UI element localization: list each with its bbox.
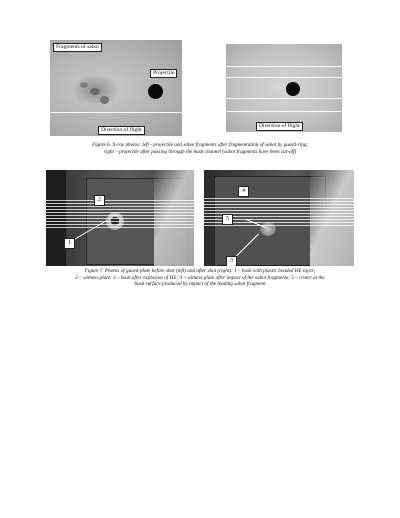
marker-1: 1 xyxy=(64,238,75,249)
guard-plate-photo-after xyxy=(204,170,354,266)
guard-plate-photo-before xyxy=(46,170,194,266)
projectile-shadow xyxy=(286,82,300,96)
marker-5: 5 xyxy=(222,214,233,225)
label-fragments-of-sabot: Fragments of sabot xyxy=(53,43,102,52)
sabot-fragment xyxy=(100,96,109,104)
sabot-fragment xyxy=(90,88,100,95)
projectile-shadow xyxy=(148,84,163,99)
figure7-caption-line: Figure 7. Photos of guard-plate before shot (left) and after shot (right): 1 – bush with plastic bonded HE layer; xyxy=(84,268,316,274)
label-projectile: Projectile xyxy=(150,69,177,78)
label-direction-of-flight-left: Direction of flight xyxy=(98,126,145,135)
marker-4: 4 xyxy=(238,186,249,197)
figure7-caption-line: bush surface produced by impact of the leading sabot fragment xyxy=(134,281,266,288)
figure6-caption-line: Figure 6. X-ray photos: left - projectile and sabot fragments after fragmentation of sabot by guard-ring; xyxy=(91,142,309,148)
xray-photo-left xyxy=(50,40,182,136)
figure7-caption-line: 2 – witness plate; 3 – bush after explosion of HE; 4 – witness plate after impact of the sabot fragments; 5 – crater at the xyxy=(75,274,325,281)
figure6-caption xyxy=(40,142,360,155)
figure7-caption xyxy=(40,268,360,288)
sabot-fragment xyxy=(80,82,88,88)
figure6-caption-line: right – projectile after passing through the bush channel (sabot fragments have been cut-off) xyxy=(103,148,297,155)
marker-2: 2 xyxy=(94,195,105,206)
xray-photo-right xyxy=(226,44,342,132)
label-direction-of-flight-right: Direction of flight xyxy=(256,122,303,131)
marker-3: 3 xyxy=(226,256,237,266)
